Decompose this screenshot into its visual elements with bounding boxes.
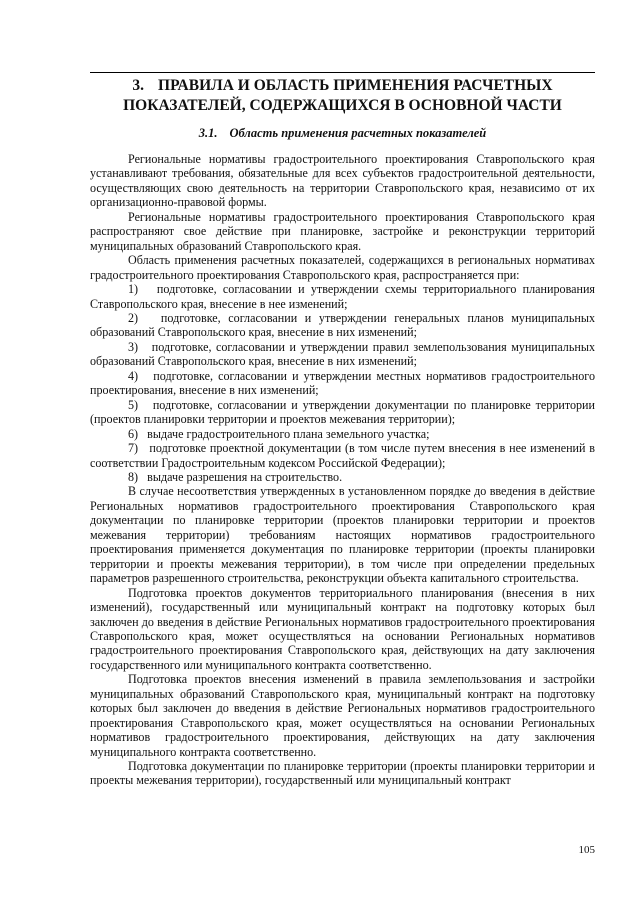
- subsection-number: 3.1.: [198, 126, 218, 140]
- subsection-heading: [90, 125, 595, 141]
- paragraph: Подготовка документации по планировке территории (проекты планировки территории и проекты межевания территории), государственный или муниципальный контракт: [90, 759, 595, 788]
- list-item: 1) подготовке, согласовании и утверждении схемы территориального планирования Ставропольского края, внесение в нее изменений;: [90, 282, 595, 311]
- section-title-line-1: ПРАВИЛА И ОБЛАСТЬ ПРИМЕНЕНИЯ РАСЧЕТНЫХ: [158, 77, 553, 94]
- paragraph: Подготовка проектов внесения изменений в правила землепользования и застройки муниципальных образований Ставропольского края, муниципальный контракт на подготовку которых был заключен до введения в действие Региональных нормативов градостроительного проектирования Ставропольского края, может осуществляться на основании Региональных нормативов градостроительного проектирования, действующих на дату заключения муниципального контракта соответственно.: [90, 672, 595, 759]
- list-item: 5) подготовке, согласовании и утверждении документации по планировке территории (проектов планировки территории и проектов межевания территории);: [90, 397, 595, 427]
- paragraph: Подготовка проектов документов территориального планирования (внесения в них изменений), государственный или муниципальный контракт на подготовку которых был заключен до введения в действие Региональных нормативов градостроительного проектирования Ставропольского края, может осуществляться на основании Региональных нормативов градостроительного проектирования Ставропольского края, действующих на дату заключения государственного или муниципального контракта соответственно.: [90, 585, 595, 672]
- paragraph: Региональные нормативы градостроительного проектирования Ставропольского края устанавливают требования, обязательные для всех субъектов градостроительной деятельности, осуществляющих свою деятельность на территории Ставропольского края, независимо от их организационно-правовой формы.: [90, 152, 595, 210]
- subsection-title: Область применения расчетных показателей: [229, 126, 487, 140]
- section-number: 3.: [132, 77, 145, 94]
- list-item: 3) подготовке, согласовании и утверждении правил землепользования муниципальных образований Ставропольского края, внесение в них изменений;: [90, 339, 595, 369]
- section-heading: [90, 76, 595, 116]
- list-item: 8) выдаче разрешения на строительство.: [128, 469, 343, 484]
- list-item: 6) выдаче градостроительного плана земельного участка;: [128, 426, 430, 441]
- paragraph: В случае несоответствия утвержденных в установленном порядке до введения в действие Региональных нормативов градостроительного проектирования Ставропольского края документации по планировке территории (проектов планировки территории и проектов межевания территории) требованиям настоящих нормативов градостроительного проектирования применяется документация по планировке территории (проекты планировки территории и проекты межевания территории), в том числе при определении предельных параметров разрешенного строительства, реконструкции объекта капитального строительства.: [90, 484, 595, 586]
- body-text: [90, 152, 595, 788]
- list-item: 2) подготовке, согласовании и утверждении генеральных планов муниципальных образований Ставропольского края, внесение в них изменений;: [90, 310, 595, 340]
- section-title-line-2: ПОКАЗАТЕЛЕЙ, СОДЕРЖАЩИХСЯ В ОСНОВНОЙ ЧАСТИ: [123, 97, 562, 114]
- list-item: 7) подготовке проектной документации (в том числе путем внесения в нее изменений в соответствии Градостроительным кодексом Российской Федерации);: [90, 441, 595, 470]
- page-number: 105: [578, 844, 595, 856]
- paragraph: Региональные нормативы градостроительного проектирования Ставропольского края распространяют свое действие при планировке, застройке и реконструкции территорий муниципальных образований Ставропольского края.: [90, 209, 595, 253]
- top-rule: [90, 72, 595, 73]
- paragraph: Область применения расчетных показателей, содержащихся в региональных нормативах градостроительного проектирования Ставропольского края, распространяется при:: [90, 253, 595, 282]
- section-heading-line-1: [90, 76, 595, 96]
- list-item: 4) подготовке, согласовании и утверждении местных нормативов градостроительного проектирования, внесение в них изменений;: [90, 368, 595, 398]
